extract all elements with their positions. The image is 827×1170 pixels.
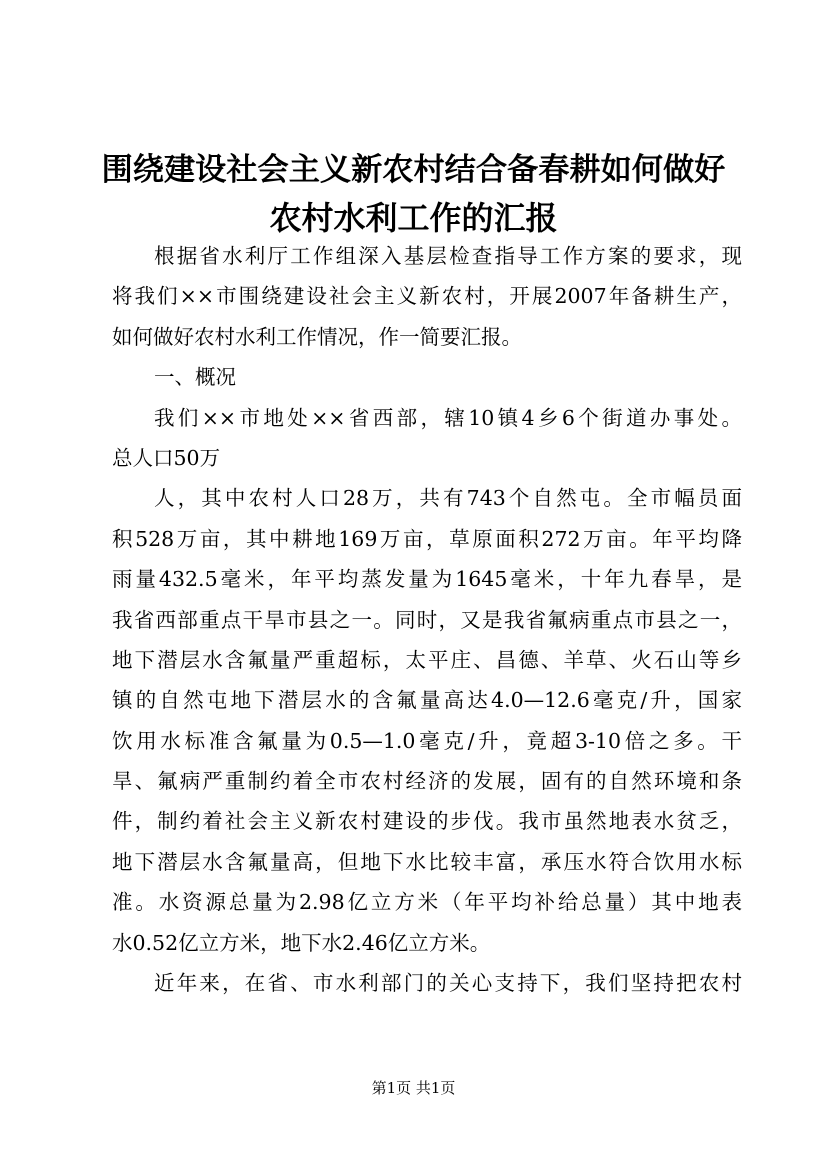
body-line-3: 如何做好农村水利工作情况，作一简要汇报。 [112, 324, 522, 349]
body-line-6: 总人口50万 [112, 445, 221, 470]
body-line-2: 将我们××市围绕建设社会主义新农村，开展2007年备耕生产， [112, 284, 742, 309]
page-footer: 第1页 共1页 [371, 1079, 456, 1097]
body-line-11: 地下潜层水含氟量严重超标，太平庄、昌德、羊草、火石山等乡 [112, 647, 742, 672]
body-line-19: 近年来，在省、市水利部门的关心支持下，我们坚持把农村 [154, 971, 742, 996]
body-line-15: 件，制约着社会主义新农村建设的步伐。我市虽然地表水贫乏， [112, 809, 742, 834]
title-line-1: 围绕建设社会主义新农村结合备春耕如何做好 [101, 152, 726, 188]
body-line-1: 根据省水利厅工作组深入基层检查指导工作方案的要求，现 [154, 244, 742, 268]
body-line-13: 饮用水标准含氟量为0.5—1.0毫克/升，竟超3-10倍之多。干 [112, 728, 742, 753]
body-line-7: 人，其中农村人口28万，共有743个自然屯。全市幅员面 [154, 486, 742, 511]
body-line-18: 水0.52亿立方米，地下水2.46亿立方米。 [112, 930, 491, 955]
body-line-12: 镇的自然屯地下潜层水的含氟量高达4.0—12.6毫克/升，国家 [112, 688, 742, 713]
body-line-16: 地下潜层水含氟量高，但地下水比较丰富，承压水符合饮用水标 [112, 849, 742, 874]
body-line-9: 雨量432.5毫米，年平均蒸发量为1645毫米，十年九春旱，是 [112, 567, 742, 592]
title-line-2: 农村水利工作的汇报 [269, 199, 558, 237]
document-body [112, 236, 742, 1003]
body-line-8: 积528万亩，其中耕地169万亩，草原面积272万亩。年平均降 [112, 526, 742, 551]
body-line-10: 我省西部重点干旱市县之一。同时，又是我省氟病重点市县之一， [112, 607, 742, 632]
body-line-14: 旱、氟病严重制约着全市农村经济的发展，固有的自然环境和条 [112, 769, 742, 794]
body-line-5: 我们××市地处××省西部，辖10镇4乡6个街道办事处。 [154, 405, 742, 430]
section-heading-overview: 一、概况 [154, 365, 236, 390]
document-title [100, 146, 727, 242]
body-line-17: 准。水资源总量为2.98亿立方米（年平均补给总量）其中地表 [112, 890, 742, 915]
